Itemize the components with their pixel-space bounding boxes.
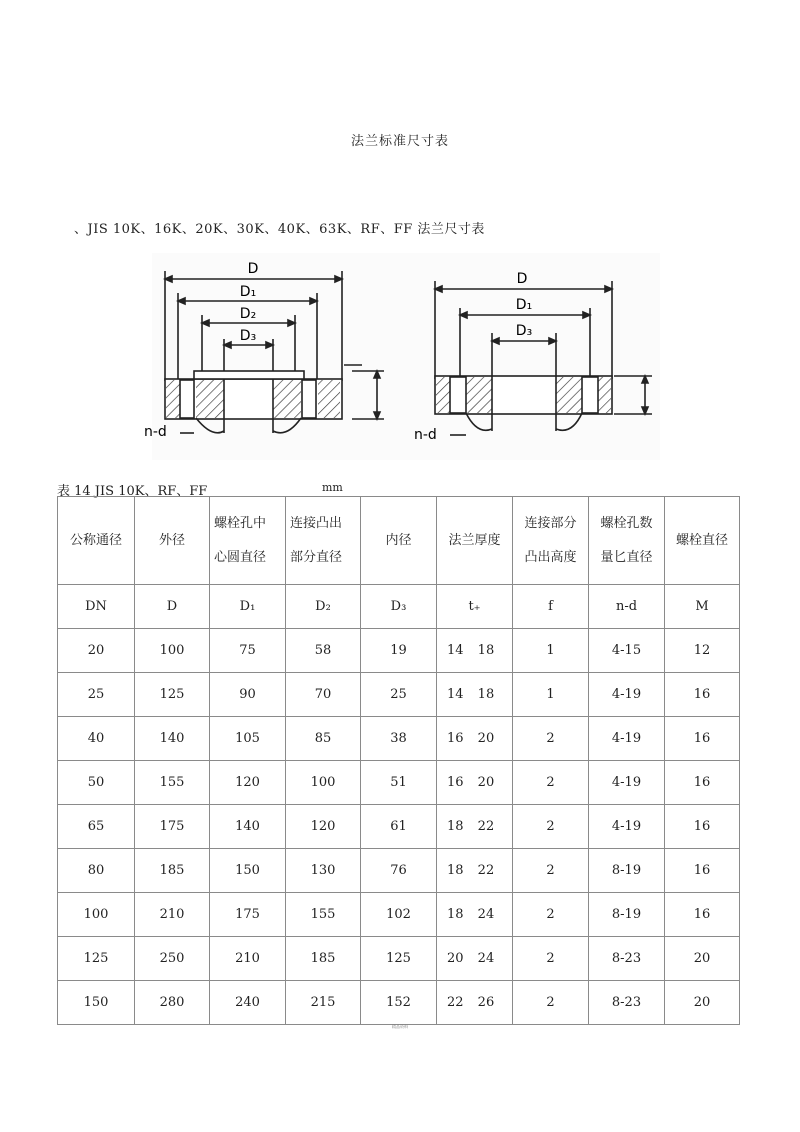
table-cell: 8-23 — [589, 981, 665, 1025]
table-cell: 120 — [286, 805, 361, 849]
symbol-cell: n-d — [589, 585, 665, 629]
table-cell: 155 — [135, 761, 210, 805]
table-cell: 125 — [361, 937, 437, 981]
table-cell: 240 — [210, 981, 286, 1025]
table-cell: 51 — [361, 761, 437, 805]
table-cell: 8-19 — [589, 893, 665, 937]
table-cell: 16 — [665, 761, 740, 805]
header-line: 内径 — [385, 532, 412, 548]
table-cell: 20 — [665, 981, 740, 1025]
table-cell: 16 — [665, 717, 740, 761]
table-cell: 250 — [135, 937, 210, 981]
table-cell: 2 — [513, 893, 589, 937]
table-cell: 2 — [513, 717, 589, 761]
table-cell: 1 — [513, 629, 589, 673]
header-line: 公称通径 — [69, 532, 122, 548]
header-line: 连接凸出 — [290, 515, 343, 531]
flange-drawing — [144, 253, 660, 460]
header-line: 连接部分 — [524, 515, 577, 531]
label-D3: D₃ — [239, 328, 257, 344]
table-cell: 150 — [210, 849, 286, 893]
header-line: 凸出高度 — [524, 549, 577, 565]
table-cell: 2 — [513, 981, 589, 1025]
table-cell: 61 — [361, 805, 437, 849]
table-cell: 58 — [286, 629, 361, 673]
table-cell: 100 — [58, 893, 135, 937]
table-cell: 12 — [665, 629, 740, 673]
header-cell — [210, 497, 286, 585]
table-cell: 4-19 — [589, 761, 665, 805]
header-cell — [437, 497, 513, 585]
header-line: 外径 — [158, 532, 185, 548]
label-D: D — [247, 261, 259, 277]
table-cell: 100 — [286, 761, 361, 805]
footer-text: 精品资料 — [392, 1024, 408, 1029]
table-cell: 20 — [665, 937, 740, 981]
label-nd-right: n-d — [414, 427, 437, 443]
label-D1-right: D₁ — [515, 297, 533, 313]
table-cell: 50 — [58, 761, 135, 805]
table-cell: 125 — [135, 673, 210, 717]
table-cell: 22 26 — [437, 981, 513, 1025]
table-cell: 19 — [361, 629, 437, 673]
table-cell: 8-19 — [589, 849, 665, 893]
table-row — [58, 849, 740, 893]
table-cell: 105 — [210, 717, 286, 761]
table-cell: 2 — [513, 849, 589, 893]
table-cell: 80 — [58, 849, 135, 893]
symbol-cell: D₂ — [286, 585, 361, 629]
table-cell: 102 — [361, 893, 437, 937]
table-row — [58, 673, 740, 717]
table-cell: 38 — [361, 717, 437, 761]
table-cell: 280 — [135, 981, 210, 1025]
symbol-row — [58, 585, 740, 629]
symbol-cell: DN — [58, 585, 135, 629]
table-cell: 14 18 — [437, 673, 513, 717]
table-cell: 16 — [665, 893, 740, 937]
table-cell: 18 22 — [437, 849, 513, 893]
header-row — [58, 497, 740, 585]
table-cell: 90 — [210, 673, 286, 717]
label-D1: D₁ — [239, 284, 257, 300]
header-line: 法兰厚度 — [448, 532, 501, 548]
header-line: 量匕直径 — [600, 549, 653, 565]
table-cell: 16 — [665, 805, 740, 849]
symbol-cell: M — [665, 585, 740, 629]
table-cell: 20 24 — [437, 937, 513, 981]
table-cell: 150 — [58, 981, 135, 1025]
section-heading: 、JIS 10K、16K、20K、30K、40K、63K、RF、FF 法兰尺寸表 — [74, 222, 485, 237]
table-row — [58, 937, 740, 981]
table-cell: 185 — [286, 937, 361, 981]
table-cell: 4-15 — [589, 629, 665, 673]
table-cell: 4-19 — [589, 717, 665, 761]
table-cell: 210 — [210, 937, 286, 981]
table-cell: 4-19 — [589, 805, 665, 849]
symbol-cell: D — [135, 585, 210, 629]
label-D2: D₂ — [239, 306, 257, 322]
header-cell — [58, 497, 135, 585]
table-cell: 16 20 — [437, 761, 513, 805]
label-nd: n-d — [144, 424, 167, 440]
label-D3-right: D₃ — [515, 323, 533, 339]
header-line: 部分直径 — [290, 549, 343, 565]
table-cell: 152 — [361, 981, 437, 1025]
table-cell: 215 — [286, 981, 361, 1025]
page-title: 法兰标准尺寸表 — [350, 134, 449, 149]
table-cell: 75 — [210, 629, 286, 673]
table-cell: 40 — [58, 717, 135, 761]
table-cell: 1 — [513, 673, 589, 717]
table-cell: 25 — [361, 673, 437, 717]
table-cell: 185 — [135, 849, 210, 893]
table-row — [58, 805, 740, 849]
label-D-right: D — [516, 271, 528, 287]
table-cell: 120 — [210, 761, 286, 805]
table-cell: 175 — [210, 893, 286, 937]
table-cell: 210 — [135, 893, 210, 937]
table-cell: 14 18 — [437, 629, 513, 673]
header-line: 螺栓孔数 — [600, 515, 653, 531]
table-cell: 155 — [286, 893, 361, 937]
header-cell — [665, 497, 740, 585]
table-cell: 2 — [513, 805, 589, 849]
header-cell — [135, 497, 210, 585]
symbol-cell: t₊ — [437, 585, 513, 629]
table-cell: 85 — [286, 717, 361, 761]
header-line: 心圆直径 — [214, 549, 267, 565]
symbol-cell: f — [513, 585, 589, 629]
symbol-cell: D₁ — [210, 585, 286, 629]
table-cell: 175 — [135, 805, 210, 849]
caption-text: 表 14 JIS 10K、RF、FF — [57, 484, 208, 499]
table-cell: 65 — [58, 805, 135, 849]
table-cell: 18 24 — [437, 893, 513, 937]
dimension-table — [57, 496, 740, 1025]
table-cell: 16 — [665, 673, 740, 717]
header-line: 螺栓直径 — [675, 532, 728, 548]
unit-label: mm — [322, 481, 343, 494]
table-cell: 140 — [135, 717, 210, 761]
table-cell: 4-19 — [589, 673, 665, 717]
table-cell: 125 — [58, 937, 135, 981]
table-cell: 70 — [286, 673, 361, 717]
table-cell: 16 — [665, 849, 740, 893]
table-cell: 76 — [361, 849, 437, 893]
symbol-cell: D₃ — [361, 585, 437, 629]
table-row — [58, 761, 740, 805]
table-cell: 18 22 — [437, 805, 513, 849]
header-line: 螺栓孔中 — [214, 515, 267, 531]
table-row — [58, 981, 740, 1025]
table-cell: 20 — [58, 629, 135, 673]
table-cell: 130 — [286, 849, 361, 893]
table-cell: 25 — [58, 673, 135, 717]
table-cell: 16 20 — [437, 717, 513, 761]
header-cell — [513, 497, 589, 585]
table-row — [58, 717, 740, 761]
header-cell — [286, 497, 361, 585]
table-row — [58, 893, 740, 937]
table-cell: 2 — [513, 761, 589, 805]
table-cell: 2 — [513, 937, 589, 981]
table-cell: 8-23 — [589, 937, 665, 981]
header-cell — [361, 497, 437, 585]
table-cell: 140 — [210, 805, 286, 849]
table-cell: 100 — [135, 629, 210, 673]
table-row — [58, 629, 740, 673]
header-cell — [589, 497, 665, 585]
